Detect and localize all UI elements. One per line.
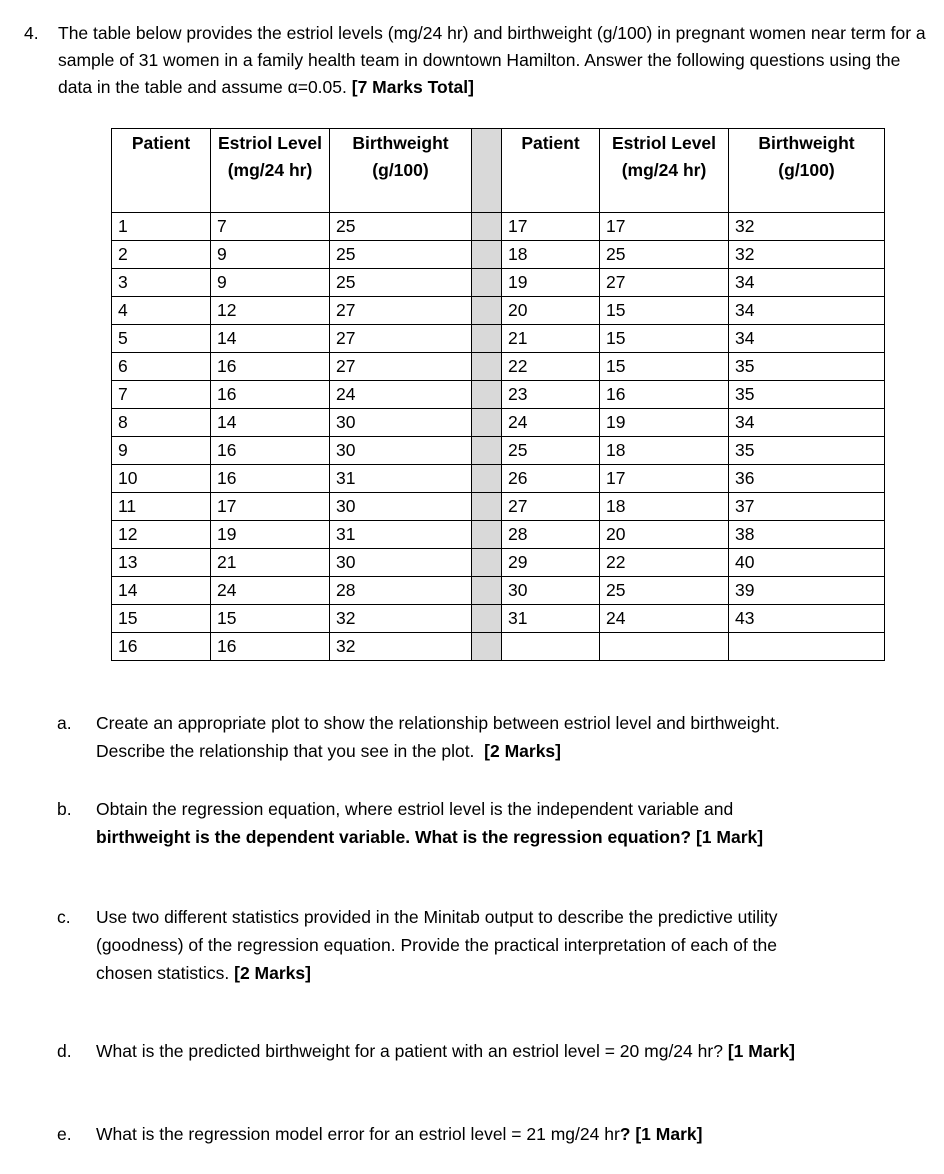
cell-right-estriol: 18 (600, 437, 729, 465)
cell-left-birthweight: 28 (330, 577, 472, 605)
cell-right-birthweight: 34 (729, 297, 885, 325)
cell-right-patient: 26 (502, 465, 600, 493)
cell-right-estriol: 22 (600, 549, 729, 577)
table-gap-cell (472, 409, 502, 437)
table-row (112, 633, 885, 661)
part-d-marks: [1 Mark] (727, 1041, 795, 1061)
table-gap-cell (472, 465, 502, 493)
cell-left-estriol: 16 (211, 437, 330, 465)
cell-left-patient: 8 (112, 409, 211, 437)
cell-left-estriol: 19 (211, 521, 330, 549)
header-estriol-left: Estriol Level (mg/24 hr) (211, 129, 330, 213)
part-b-marks: [1 Mark] (695, 827, 764, 847)
table-gap-cell (472, 381, 502, 409)
cell-right-estriol (600, 633, 729, 661)
cell-right-estriol: 15 (600, 325, 729, 353)
table-row (112, 213, 885, 241)
cell-right-patient: 19 (502, 269, 600, 297)
header-patient-right: Patient (502, 129, 600, 213)
part-c-line3: chosen statistics. (96, 963, 230, 983)
cell-left-estriol: 15 (211, 605, 330, 633)
table-gap-cell (472, 577, 502, 605)
cell-left-patient: 11 (112, 493, 211, 521)
cell-right-estriol: 27 (600, 269, 729, 297)
cell-right-birthweight: 37 (729, 493, 885, 521)
cell-left-estriol: 14 (211, 409, 330, 437)
cell-left-patient: 7 (112, 381, 211, 409)
cell-right-patient: 29 (502, 549, 600, 577)
cell-left-estriol: 16 (211, 633, 330, 661)
cell-left-birthweight: 30 (330, 493, 472, 521)
table-gap-cell (472, 213, 502, 241)
cell-right-estriol: 24 (600, 605, 729, 633)
table-row (112, 269, 885, 297)
cell-right-birthweight: 43 (729, 605, 885, 633)
cell-left-patient: 4 (112, 297, 211, 325)
question-total-marks: [7 Marks Total] (351, 77, 474, 97)
question-number: 4. (24, 23, 39, 43)
cell-right-patient (502, 633, 600, 661)
table-gap-cell (472, 241, 502, 269)
part-b-line1: Obtain the regression equation, where estriol level is the independent variable and (96, 799, 734, 819)
table-gap-column (472, 129, 502, 213)
cell-left-birthweight: 30 (330, 409, 472, 437)
part-b-line2: birthweight is the dependent variable. What is the regression equation? (96, 827, 692, 847)
table-gap-cell (472, 269, 502, 297)
part-c-marks: [2 Marks] (234, 963, 311, 983)
cell-right-estriol: 25 (600, 241, 729, 269)
cell-left-patient: 16 (112, 633, 211, 661)
table-gap-cell (472, 325, 502, 353)
cell-left-estriol: 16 (211, 353, 330, 381)
cell-right-birthweight (729, 633, 885, 661)
table-gap-cell (472, 353, 502, 381)
cell-left-patient: 15 (112, 605, 211, 633)
cell-right-patient: 23 (502, 381, 600, 409)
cell-right-birthweight: 32 (729, 241, 885, 269)
part-a-marks: [2 Marks] (484, 741, 561, 761)
table-row (112, 577, 885, 605)
part-d-label: d. (57, 1041, 72, 1061)
table-row (112, 297, 885, 325)
cell-left-birthweight: 30 (330, 437, 472, 465)
part-b-label: b. (57, 799, 72, 819)
cell-left-patient: 9 (112, 437, 211, 465)
cell-left-estriol: 17 (211, 493, 330, 521)
table-row (112, 325, 885, 353)
cell-left-birthweight: 24 (330, 381, 472, 409)
table-row (112, 353, 885, 381)
cell-left-birthweight: 25 (330, 269, 472, 297)
cell-left-estriol: 9 (211, 269, 330, 297)
cell-right-birthweight: 35 (729, 437, 885, 465)
cell-right-birthweight: 38 (729, 521, 885, 549)
cell-right-birthweight: 35 (729, 381, 885, 409)
header-estriol-right: Estriol Level (mg/24 hr) (600, 129, 729, 213)
cell-left-estriol: 9 (211, 241, 330, 269)
cell-right-estriol: 20 (600, 521, 729, 549)
cell-right-birthweight: 34 (729, 409, 885, 437)
cell-right-patient: 28 (502, 521, 600, 549)
cell-left-patient: 12 (112, 521, 211, 549)
table-row (112, 521, 885, 549)
cell-left-estriol: 16 (211, 381, 330, 409)
estriol-birthweight-table (111, 128, 885, 661)
table-row (112, 409, 885, 437)
cell-right-patient: 22 (502, 353, 600, 381)
cell-right-patient: 27 (502, 493, 600, 521)
cell-right-patient: 30 (502, 577, 600, 605)
cell-left-patient: 3 (112, 269, 211, 297)
cell-right-birthweight: 34 (729, 269, 885, 297)
table-row (112, 465, 885, 493)
table-gap-cell (472, 549, 502, 577)
part-e-marks: ? [1 Mark] (619, 1124, 703, 1144)
part-a-label: a. (57, 713, 72, 733)
cell-right-birthweight: 32 (729, 213, 885, 241)
table-row (112, 381, 885, 409)
cell-left-estriol: 14 (211, 325, 330, 353)
header-birthweight-left: Birthweight (g/100) (330, 129, 472, 213)
cell-right-estriol: 15 (600, 353, 729, 381)
cell-right-estriol: 16 (600, 381, 729, 409)
table-row (112, 437, 885, 465)
cell-left-birthweight: 27 (330, 325, 472, 353)
part-a-line1: Create an appropriate plot to show the relationship between estriol level and birthweight. (96, 713, 780, 733)
cell-left-patient: 1 (112, 213, 211, 241)
part-e-text: What is the regression model error for an estriol level = 21 mg/24 hr (96, 1124, 620, 1144)
cell-right-patient: 20 (502, 297, 600, 325)
table-gap-cell (472, 633, 502, 661)
cell-left-birthweight: 31 (330, 465, 472, 493)
table-gap-cell (472, 297, 502, 325)
cell-right-estriol: 17 (600, 213, 729, 241)
cell-left-patient: 10 (112, 465, 211, 493)
cell-right-patient: 24 (502, 409, 600, 437)
cell-right-estriol: 18 (600, 493, 729, 521)
cell-left-birthweight: 27 (330, 353, 472, 381)
question-intro (24, 20, 929, 101)
cell-left-estriol: 24 (211, 577, 330, 605)
table-header-row (112, 129, 885, 213)
cell-right-estriol: 25 (600, 577, 729, 605)
table-row (112, 605, 885, 633)
cell-left-patient: 13 (112, 549, 211, 577)
table-row (112, 493, 885, 521)
table-row (112, 549, 885, 577)
cell-right-birthweight: 36 (729, 465, 885, 493)
cell-right-birthweight: 40 (729, 549, 885, 577)
cell-right-patient: 17 (502, 213, 600, 241)
cell-right-patient: 25 (502, 437, 600, 465)
cell-left-birthweight: 32 (330, 605, 472, 633)
cell-left-birthweight: 25 (330, 213, 472, 241)
part-a-line2: Describe the relationship that you see in the plot. (96, 741, 475, 761)
cell-right-birthweight: 34 (729, 325, 885, 353)
header-patient-left: Patient (112, 129, 211, 213)
cell-left-patient: 2 (112, 241, 211, 269)
cell-left-estriol: 12 (211, 297, 330, 325)
cell-right-patient: 18 (502, 241, 600, 269)
cell-left-birthweight: 31 (330, 521, 472, 549)
cell-right-birthweight: 39 (729, 577, 885, 605)
part-e-label: e. (57, 1124, 72, 1144)
table-row (112, 241, 885, 269)
cell-left-birthweight: 30 (330, 549, 472, 577)
table-gap-cell (472, 605, 502, 633)
table-gap-cell (472, 493, 502, 521)
table-gap-cell (472, 437, 502, 465)
cell-right-estriol: 19 (600, 409, 729, 437)
cell-right-estriol: 15 (600, 297, 729, 325)
cell-left-patient: 5 (112, 325, 211, 353)
table-gap-cell (472, 521, 502, 549)
cell-left-patient: 6 (112, 353, 211, 381)
header-birthweight-right: Birthweight (g/100) (729, 129, 885, 213)
cell-left-estriol: 16 (211, 465, 330, 493)
cell-left-patient: 14 (112, 577, 211, 605)
cell-left-birthweight: 27 (330, 297, 472, 325)
cell-right-patient: 31 (502, 605, 600, 633)
question-intro-text: The table below provides the estriol levels (mg/24 hr) and birthweight (g/100) in pregnant women near term for a sample of 31 women in a family health team in downtown Hamilton. Answer the following questions using the data in the table and assume α=0.05. (58, 23, 926, 97)
part-d-text: What is the predicted birthweight for a patient with an estriol level = 20 mg/24 hr? (96, 1041, 723, 1061)
part-c-line1: Use two different statistics provided in the Minitab output to describe the predictive utility (96, 907, 778, 927)
cell-left-estriol: 21 (211, 549, 330, 577)
cell-right-patient: 21 (502, 325, 600, 353)
cell-right-estriol: 17 (600, 465, 729, 493)
cell-left-estriol: 7 (211, 213, 330, 241)
part-c-label: c. (57, 907, 71, 927)
part-c-line2: (goodness) of the regression equation. Provide the practical interpretation of each of the (96, 935, 777, 955)
cell-left-birthweight: 32 (330, 633, 472, 661)
cell-left-birthweight: 25 (330, 241, 472, 269)
table-body (112, 213, 885, 661)
cell-right-birthweight: 35 (729, 353, 885, 381)
